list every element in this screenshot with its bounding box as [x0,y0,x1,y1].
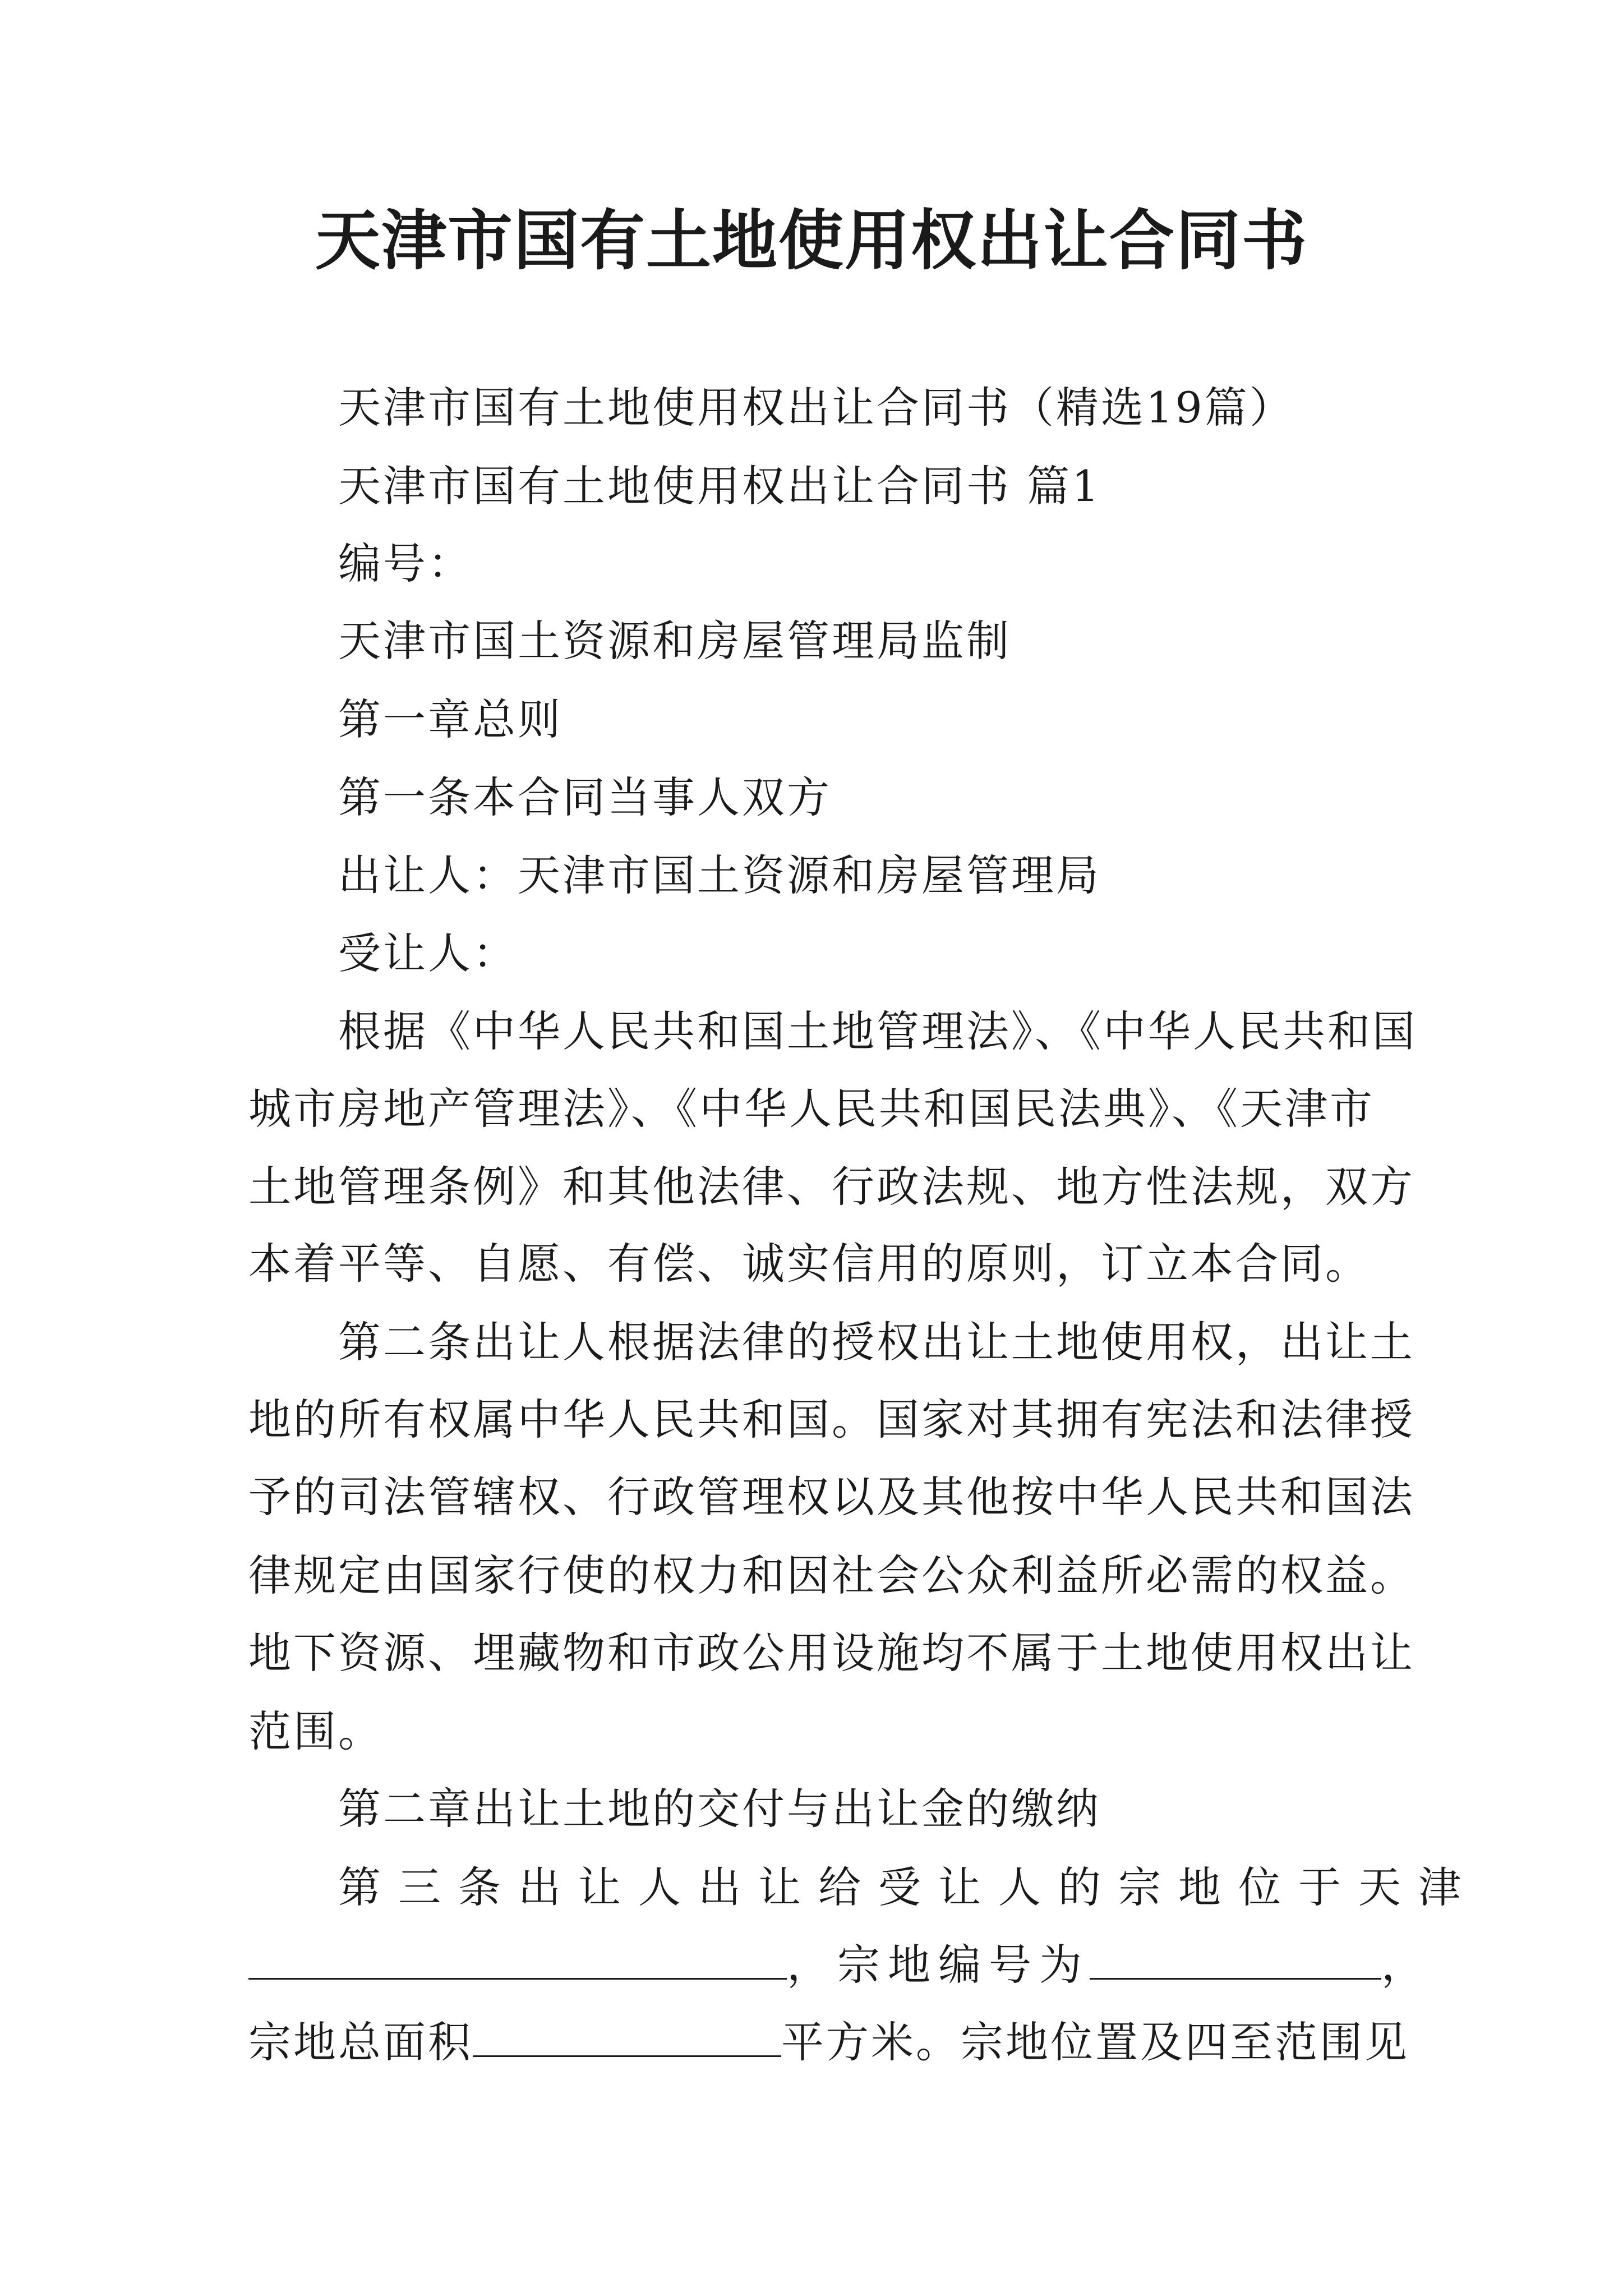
chapter-heading: 第二章出让土地的交付与出让金的缴纳 [338,1784,1101,1834]
blank-fill-line [248,1934,1432,1996]
number-label: 编号： [338,539,473,588]
area-unit-text: 平方米。宗地位置及四至范围见 [781,2017,1409,2067]
paragraph-line: 本着平等、自愿、有偿、诚实信用的原则，订立本合同。 [248,1239,1370,1289]
paragraph-line: 地的所有权属中华人民共和国。国家对其拥有宪法和法律授 [248,1395,1415,1444]
area-line [248,2012,1409,2073]
paragraph-line: 城市房地产管理法》、《中华人民共和国民法典》、《天津市 [248,1084,1375,1134]
area-label: 宗地总面积 [248,2017,473,2067]
subtitle-article: 天津市国有土地使用权出让合同书 篇1 [338,461,1101,511]
chapter-heading: 第一章总则 [338,694,562,744]
paragraph-line: 地下资源、埋藏物和市政公用设施均不属于土地使用权出让 [248,1628,1415,1678]
paragraph-line: 范围。 [248,1706,383,1756]
grantee-line: 受让人： [338,928,518,978]
area-blank [473,2015,781,2057]
paragraph-line: 第三条出让人出让给受让人的宗地位于天津 [338,1862,1478,1912]
blank-fill-text: ， [1381,1940,1432,1990]
paragraph-line: 律规定由国家行使的权力和因社会公众利益所必需的权益。 [248,1550,1415,1600]
supervisor-line: 天津市国土资源和房屋管理局监制 [338,616,1011,666]
parcel-location-blank [248,1938,787,1980]
subtitle-collection: 天津市国有土地使用权出让合同书（精选19篇） [338,383,1294,432]
grantor-line: 出让人：天津市国土资源和房屋管理局 [338,850,1101,900]
paragraph-line: 第二条出让人根据法律的授权出让土地使用权，出让土 [338,1317,1415,1367]
article-heading: 第一条本合同当事人双方 [338,772,832,822]
document-title: 天津市国有土地使用权出让合同书 [315,203,1308,279]
blank-fill-text: ，宗地编号为 [787,1940,1090,1990]
paragraph-line: 予的司法管辖权、行政管理权以及其他按中华人民共和国法 [248,1472,1415,1522]
paragraph-line: 根据《中华人民共和国土地管理法》、《中华人民共和国 [338,1006,1417,1056]
parcel-number-blank [1090,1938,1381,1980]
paragraph-line: 土地管理条例》和其他法律、行政法规、地方性法规，双方 [248,1162,1415,1212]
